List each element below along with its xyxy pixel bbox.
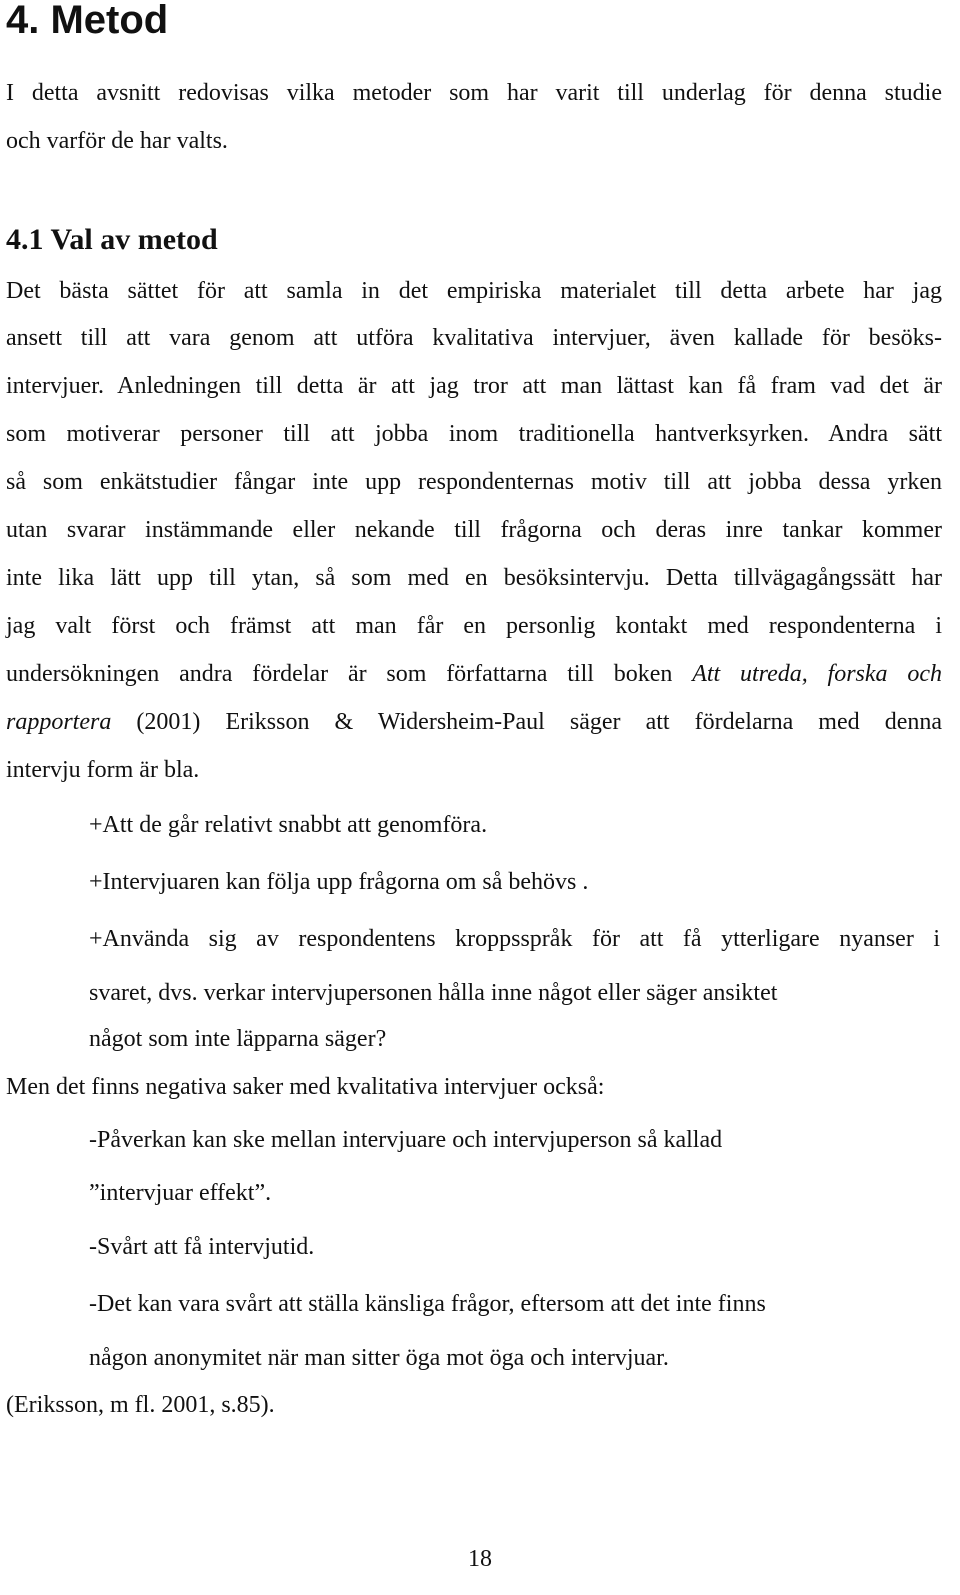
book-title-part-1: Att utreda, forska och bbox=[692, 661, 943, 687]
advantage-item-continued: något som inte läpparna säger? bbox=[89, 1026, 387, 1052]
book-title-part-2: rapportera bbox=[6, 709, 112, 735]
paragraph-line: så som enkätstudier fångar inte upp respondenternas motiv till att jobba dessa yrken bbox=[6, 469, 942, 495]
paragraph-line: utan svarar instämmande eller nekande till frågorna och deras inre tankar kommer bbox=[6, 517, 942, 543]
paragraph-line: intervju form är bla. bbox=[6, 757, 200, 783]
advantage-item: +Att de går relativt snabbt att genomföra. bbox=[89, 812, 488, 838]
paragraph-text: (2001) Eriksson & Widersheim-Paul säger att fördelarna med denna bbox=[111, 709, 942, 735]
paragraph-line: som motiverar personer till att jobba inom traditionella hantverksyrken. Andra sätt bbox=[6, 421, 942, 447]
paragraph-line bbox=[6, 707, 942, 737]
disadvantage-item: -Det kan vara svårt att ställa känsliga frågor, eftersom att det inte finns bbox=[89, 1291, 766, 1317]
paragraph-text: undersökningen andra fördelar är som författarna till boken bbox=[6, 661, 693, 687]
paragraph-line: Det bästa sättet för att samla in det empiriska materialet till detta arbete har jag bbox=[6, 278, 942, 304]
paragraph-line: inte lika lätt upp till ytan, så som med en besöksintervju. Detta tillvägagångssätt har bbox=[6, 565, 942, 591]
disadvantage-item: -Svårt att få intervjutid. bbox=[89, 1234, 315, 1260]
paragraph-line bbox=[6, 659, 942, 689]
advantage-item: +Använda sig av respondentens kroppsspråk för att få ytterligare nyanser i bbox=[89, 926, 940, 952]
intro-line-1: I detta avsnitt redovisas vilka metoder som har varit till underlag för denna studie bbox=[6, 80, 942, 106]
advantage-item-continued: svaret, dvs. verkar intervjupersonen hålla inne något eller säger ansiktet bbox=[89, 980, 778, 1006]
negative-intro: Men det finns negativa saker med kvalitativa intervjuer också: bbox=[6, 1074, 605, 1100]
disadvantage-item-continued: någon anonymitet när man sitter öga mot öga och intervjuar. bbox=[89, 1345, 669, 1371]
citation: (Eriksson, m fl. 2001, s.85). bbox=[6, 1392, 275, 1418]
intro-line-2: och varför de har valts. bbox=[6, 128, 228, 154]
disadvantage-item: -Påverkan kan ske mellan intervjuare och intervjuperson så kallad bbox=[89, 1127, 723, 1153]
paragraph-line: intervjuer. Anledningen till detta är att jag tror att man lättast kan få fram vad det är bbox=[6, 373, 942, 399]
paragraph-line: jag valt först och främst att man får en personlig kontakt med respondenterna i bbox=[6, 613, 942, 639]
paragraph-line: ansett till att vara genom att utföra kvalitativa intervjuer, även kallade för besöks- bbox=[6, 325, 942, 351]
chapter-heading: 4. Metod bbox=[6, 0, 169, 42]
page-number: 18 bbox=[468, 1546, 492, 1572]
advantage-item: +Intervjuaren kan följa upp frågorna om så behövs . bbox=[89, 869, 589, 895]
section-heading: 4.1 Val av metod bbox=[6, 223, 218, 256]
disadvantage-item-continued: ”intervjuar effekt”. bbox=[89, 1180, 272, 1206]
